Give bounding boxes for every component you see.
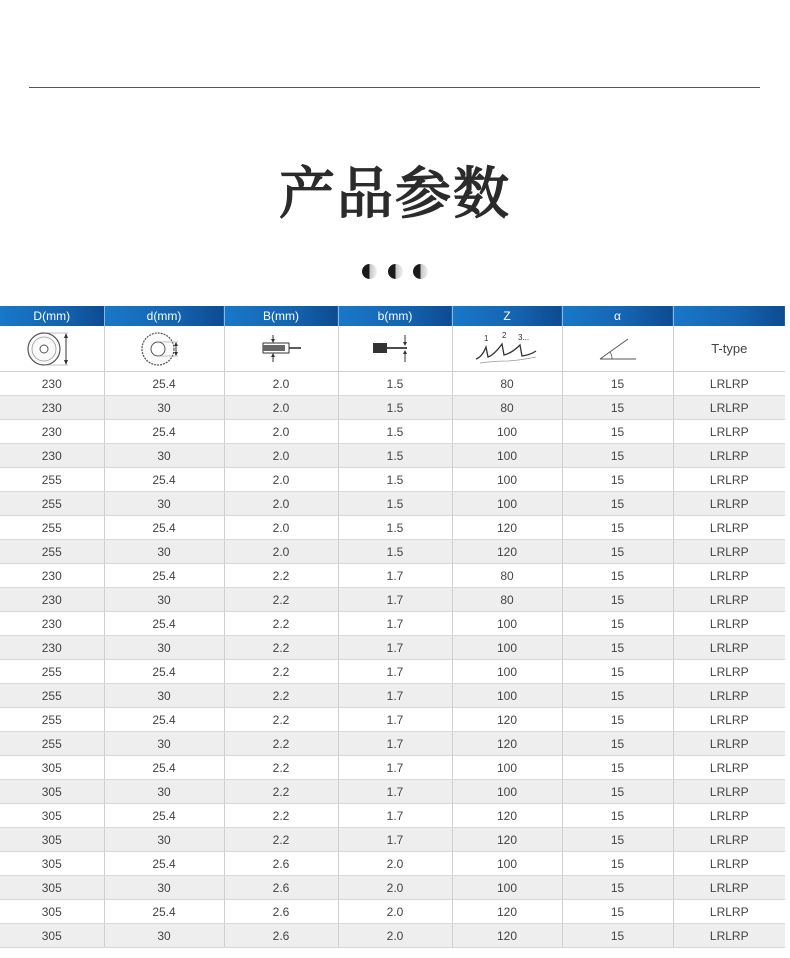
cell-tooth-type: LRLRP — [673, 708, 785, 732]
cell-angle: 15 — [562, 780, 673, 804]
col-header-type — [673, 306, 785, 326]
cell-plate: 2.0 — [338, 876, 452, 900]
cell-kerf: 2.2 — [224, 780, 338, 804]
cell-kerf: 2.2 — [224, 636, 338, 660]
table-row — [0, 708, 785, 732]
cell-tooth-type: LRLRP — [673, 828, 785, 852]
cell-plate: 1.7 — [338, 564, 452, 588]
cell-teeth: 120 — [452, 516, 562, 540]
outer-diameter-icon — [0, 326, 104, 372]
teeth-count-icon — [452, 326, 562, 372]
cell-outer-diameter: 230 — [0, 372, 104, 396]
cell-angle: 15 — [562, 684, 673, 708]
cell-kerf: 2.6 — [224, 852, 338, 876]
cell-outer-diameter: 230 — [0, 420, 104, 444]
cell-angle: 15 — [562, 468, 673, 492]
cell-angle: 15 — [562, 876, 673, 900]
cell-tooth-type: LRLRP — [673, 540, 785, 564]
dot-icon — [388, 264, 403, 279]
cell-plate: 1.7 — [338, 684, 452, 708]
cell-angle: 15 — [562, 516, 673, 540]
cell-kerf: 2.2 — [224, 708, 338, 732]
col-header-kerf: B(mm) — [224, 306, 338, 326]
dot-icon — [413, 264, 428, 279]
table-row — [0, 660, 785, 684]
cell-teeth: 100 — [452, 756, 562, 780]
table-row — [0, 444, 785, 468]
cell-plate: 1.7 — [338, 612, 452, 636]
cell-tooth-type: LRLRP — [673, 900, 785, 924]
table-row — [0, 612, 785, 636]
cell-plate: 2.0 — [338, 900, 452, 924]
cell-plate: 1.7 — [338, 780, 452, 804]
cell-kerf: 2.0 — [224, 516, 338, 540]
cell-bore: 30 — [104, 540, 224, 564]
cell-kerf: 2.2 — [224, 804, 338, 828]
cell-bore: 30 — [104, 684, 224, 708]
spec-table — [0, 306, 785, 948]
cell-outer-diameter: 230 — [0, 444, 104, 468]
header-row — [0, 306, 785, 326]
cell-outer-diameter: 255 — [0, 492, 104, 516]
cell-kerf: 2.0 — [224, 492, 338, 516]
angle-icon — [562, 326, 673, 372]
table-row — [0, 852, 785, 876]
cell-angle: 15 — [562, 708, 673, 732]
cell-angle: 15 — [562, 852, 673, 876]
table-row — [0, 780, 785, 804]
teeth-label-1: 1 — [484, 333, 489, 343]
cell-tooth-type: LRLRP — [673, 444, 785, 468]
cell-plate: 1.5 — [338, 516, 452, 540]
col-header-outer-diameter: D(mm) — [0, 306, 104, 326]
kerf-width-icon — [224, 326, 338, 372]
col-header-plate: b(mm) — [338, 306, 452, 326]
cell-teeth: 100 — [452, 852, 562, 876]
table-row — [0, 396, 785, 420]
cell-kerf: 2.2 — [224, 660, 338, 684]
type-label: T-type — [673, 326, 785, 372]
cell-teeth: 80 — [452, 396, 562, 420]
table-row — [0, 684, 785, 708]
cell-teeth: 120 — [452, 828, 562, 852]
cell-angle: 15 — [562, 396, 673, 420]
cell-plate: 2.0 — [338, 924, 452, 948]
cell-outer-diameter: 305 — [0, 924, 104, 948]
cell-tooth-type: LRLRP — [673, 780, 785, 804]
cell-plate: 1.7 — [338, 708, 452, 732]
cell-outer-diameter: 255 — [0, 660, 104, 684]
cell-plate: 1.7 — [338, 804, 452, 828]
cell-bore: 25.4 — [104, 756, 224, 780]
cell-angle: 15 — [562, 900, 673, 924]
cell-tooth-type: LRLRP — [673, 852, 785, 876]
cell-angle: 15 — [562, 756, 673, 780]
cell-teeth: 100 — [452, 636, 562, 660]
cell-outer-diameter: 230 — [0, 636, 104, 660]
cell-kerf: 2.2 — [224, 612, 338, 636]
cell-angle: 15 — [562, 804, 673, 828]
bore-diameter-icon — [104, 326, 224, 372]
cell-outer-diameter: 305 — [0, 756, 104, 780]
cell-teeth: 100 — [452, 492, 562, 516]
icon-row — [0, 326, 785, 372]
table-row — [0, 372, 785, 396]
cell-teeth: 120 — [452, 732, 562, 756]
cell-kerf: 2.2 — [224, 684, 338, 708]
cell-kerf: 2.0 — [224, 444, 338, 468]
cell-bore: 30 — [104, 396, 224, 420]
cell-plate: 2.0 — [338, 852, 452, 876]
cell-kerf: 2.0 — [224, 420, 338, 444]
table-row — [0, 804, 785, 828]
cell-teeth: 120 — [452, 804, 562, 828]
cell-angle: 15 — [562, 924, 673, 948]
cell-angle: 15 — [562, 420, 673, 444]
cell-teeth: 100 — [452, 468, 562, 492]
cell-kerf: 2.2 — [224, 588, 338, 612]
cell-outer-diameter: 305 — [0, 852, 104, 876]
cell-plate: 1.5 — [338, 468, 452, 492]
cell-outer-diameter: 255 — [0, 516, 104, 540]
teeth-label-3: 3... — [518, 332, 530, 342]
cell-teeth: 120 — [452, 924, 562, 948]
cell-bore: 30 — [104, 588, 224, 612]
cell-teeth: 80 — [452, 588, 562, 612]
cell-tooth-type: LRLRP — [673, 516, 785, 540]
cell-tooth-type: LRLRP — [673, 636, 785, 660]
cell-teeth: 100 — [452, 420, 562, 444]
cell-bore: 25.4 — [104, 420, 224, 444]
cell-bore: 25.4 — [104, 852, 224, 876]
cell-bore: 25.4 — [104, 660, 224, 684]
table-row — [0, 756, 785, 780]
cell-tooth-type: LRLRP — [673, 732, 785, 756]
cell-tooth-type: LRLRP — [673, 396, 785, 420]
cell-angle: 15 — [562, 828, 673, 852]
cell-plate: 1.7 — [338, 636, 452, 660]
table-row — [0, 420, 785, 444]
cell-tooth-type: LRLRP — [673, 756, 785, 780]
table-row — [0, 636, 785, 660]
cell-kerf: 2.6 — [224, 876, 338, 900]
table-row — [0, 732, 785, 756]
table-row — [0, 516, 785, 540]
cell-kerf: 2.2 — [224, 732, 338, 756]
cell-angle: 15 — [562, 564, 673, 588]
cell-bore: 30 — [104, 876, 224, 900]
table-row — [0, 876, 785, 900]
col-header-angle: α — [562, 306, 673, 326]
cell-teeth: 100 — [452, 780, 562, 804]
cell-tooth-type: LRLRP — [673, 372, 785, 396]
cell-tooth-type: LRLRP — [673, 588, 785, 612]
cell-outer-diameter: 230 — [0, 396, 104, 420]
cell-angle: 15 — [562, 588, 673, 612]
cell-angle: 15 — [562, 660, 673, 684]
table-row — [0, 540, 785, 564]
cell-outer-diameter: 230 — [0, 564, 104, 588]
dot-icon — [362, 264, 377, 279]
cell-plate: 1.5 — [338, 444, 452, 468]
cell-bore: 25.4 — [104, 804, 224, 828]
cell-bore: 30 — [104, 828, 224, 852]
cell-plate: 1.7 — [338, 828, 452, 852]
cell-bore: 30 — [104, 924, 224, 948]
cell-outer-diameter: 305 — [0, 780, 104, 804]
cell-teeth: 80 — [452, 564, 562, 588]
col-header-teeth: Z — [452, 306, 562, 326]
cell-outer-diameter: 305 — [0, 900, 104, 924]
cell-tooth-type: LRLRP — [673, 420, 785, 444]
cell-plate: 1.7 — [338, 660, 452, 684]
cell-plate: 1.5 — [338, 372, 452, 396]
cell-tooth-type: LRLRP — [673, 876, 785, 900]
cell-teeth: 100 — [452, 684, 562, 708]
cell-kerf: 2.6 — [224, 900, 338, 924]
cell-bore: 30 — [104, 732, 224, 756]
table-row — [0, 468, 785, 492]
cell-plate: 1.5 — [338, 420, 452, 444]
cell-outer-diameter: 255 — [0, 468, 104, 492]
cell-angle: 15 — [562, 444, 673, 468]
cell-bore: 25.4 — [104, 468, 224, 492]
cell-bore: 30 — [104, 780, 224, 804]
cell-plate: 1.7 — [338, 732, 452, 756]
table-row — [0, 588, 785, 612]
cell-angle: 15 — [562, 732, 673, 756]
cell-outer-diameter: 230 — [0, 588, 104, 612]
cell-kerf: 2.2 — [224, 756, 338, 780]
cell-bore: 30 — [104, 444, 224, 468]
cell-tooth-type: LRLRP — [673, 468, 785, 492]
cell-tooth-type: LRLRP — [673, 612, 785, 636]
cell-kerf: 2.0 — [224, 372, 338, 396]
cell-outer-diameter: 305 — [0, 828, 104, 852]
cell-outer-diameter: 255 — [0, 708, 104, 732]
cell-plate: 1.7 — [338, 756, 452, 780]
cell-outer-diameter: 255 — [0, 540, 104, 564]
cell-kerf: 2.2 — [224, 828, 338, 852]
cell-outer-diameter: 255 — [0, 684, 104, 708]
cell-bore: 25.4 — [104, 612, 224, 636]
cell-bore: 25.4 — [104, 708, 224, 732]
top-divider — [29, 87, 760, 88]
cell-tooth-type: LRLRP — [673, 684, 785, 708]
cell-outer-diameter: 305 — [0, 804, 104, 828]
cell-angle: 15 — [562, 372, 673, 396]
cell-teeth: 120 — [452, 900, 562, 924]
plate-thickness-icon — [338, 326, 452, 372]
cell-teeth: 100 — [452, 612, 562, 636]
cell-outer-diameter: 230 — [0, 612, 104, 636]
cell-bore: 25.4 — [104, 516, 224, 540]
col-header-bore: d(mm) — [104, 306, 224, 326]
cell-plate: 1.7 — [338, 588, 452, 612]
cell-kerf: 2.6 — [224, 924, 338, 948]
cell-kerf: 2.2 — [224, 564, 338, 588]
table-row — [0, 564, 785, 588]
table-row — [0, 828, 785, 852]
cell-tooth-type: LRLRP — [673, 804, 785, 828]
cell-angle: 15 — [562, 636, 673, 660]
cell-tooth-type: LRLRP — [673, 492, 785, 516]
cell-tooth-type: LRLRP — [673, 660, 785, 684]
cell-kerf: 2.0 — [224, 540, 338, 564]
table-row — [0, 924, 785, 948]
cell-teeth: 80 — [452, 372, 562, 396]
cell-bore: 30 — [104, 636, 224, 660]
cell-plate: 1.5 — [338, 492, 452, 516]
cell-plate: 1.5 — [338, 396, 452, 420]
cell-bore: 30 — [104, 492, 224, 516]
table-row — [0, 900, 785, 924]
cell-bore: 25.4 — [104, 564, 224, 588]
cell-kerf: 2.0 — [224, 468, 338, 492]
cell-teeth: 100 — [452, 876, 562, 900]
cell-teeth: 120 — [452, 708, 562, 732]
cell-bore: 25.4 — [104, 900, 224, 924]
cell-plate: 1.5 — [338, 540, 452, 564]
cell-angle: 15 — [562, 540, 673, 564]
cell-teeth: 100 — [452, 444, 562, 468]
cell-teeth: 100 — [452, 660, 562, 684]
cell-outer-diameter: 255 — [0, 732, 104, 756]
cell-tooth-type: LRLRP — [673, 564, 785, 588]
cell-bore: 25.4 — [104, 372, 224, 396]
page-title: 产品参数 — [279, 162, 511, 227]
decorative-dots — [0, 264, 790, 284]
cell-tooth-type: LRLRP — [673, 924, 785, 948]
cell-outer-diameter: 305 — [0, 876, 104, 900]
teeth-label-2: 2 — [502, 330, 507, 340]
cell-angle: 15 — [562, 492, 673, 516]
cell-teeth: 120 — [452, 540, 562, 564]
table-row — [0, 492, 785, 516]
cell-kerf: 2.0 — [224, 396, 338, 420]
cell-angle: 15 — [562, 612, 673, 636]
